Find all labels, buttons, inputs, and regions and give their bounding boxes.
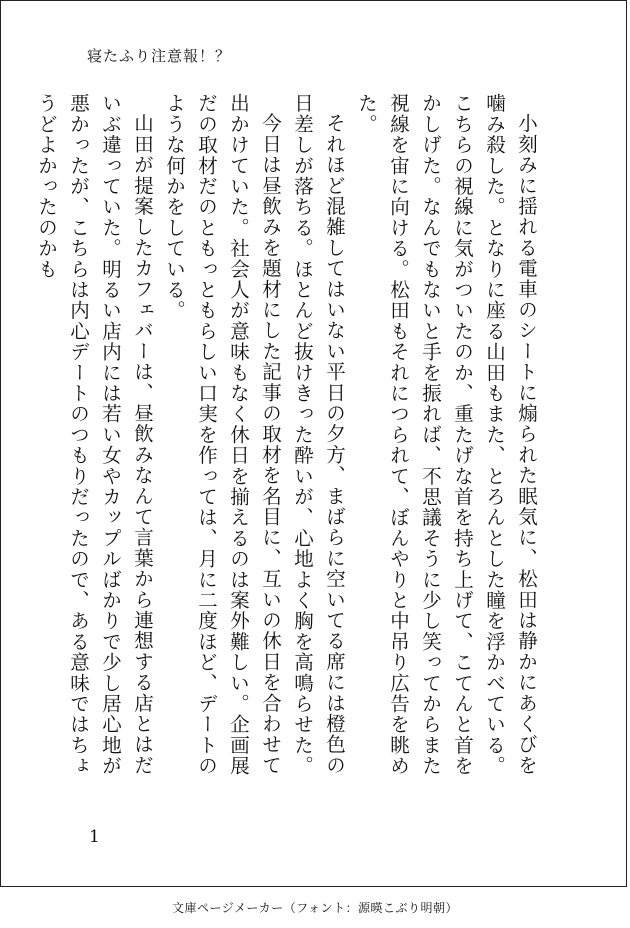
vertical-body-text — [35, 93, 542, 793]
paragraph-1: 小刻みに揺れる電車のシートに煽られた眠気に、松田は静かにあくびを噛み殺した。となりに座る山田もまた、とろんとした瞳を浮かべている。こちらの視線に気がついたのか、重たげな首を持ち上げて、こてんと首をかしげた。なんでもないと手を振れば、不思議そうに少し笑ってからまた視線を宙に向ける。松田もそれにつられて、ぼんやりと中吊り広告を眺めた。 — [355, 93, 538, 777]
paragraph-4: 山田が提案したカフェバーは、昼飲みなんて言葉から連想する店とはだいぶ違っていた。明るい店内には若い女やカップルばかりで少し居心地が悪かったが、こちらは内心デートのつもりだったので、ある意味ではちょうどよかったのかも — [35, 93, 154, 777]
running-title: 寝たふり注意報！？ — [87, 47, 232, 65]
paragraph-2: それほど混雑してはいない平日の夕方、まばらに空いてる席には橙色の日差しが落ちる。ほとんど抜けきった酔いが、心地よく胸を高鳴らせた。 — [291, 93, 346, 777]
paragraph-3: 今日は昼飲みを題材にした記事の取材を名目に、互いの休日を合わせて出かけていた。社会人が意味もなく休日を揃えるのは案外難しい。企画展だの取材だのともっともらしい口実を作っては、月に二度ほど、デートのような何かをしている。 — [163, 93, 282, 777]
page-number: 1 — [89, 827, 100, 847]
footer-credit: 文庫ページメーカー（フォント：源暎こぶり明朝） — [171, 901, 459, 915]
